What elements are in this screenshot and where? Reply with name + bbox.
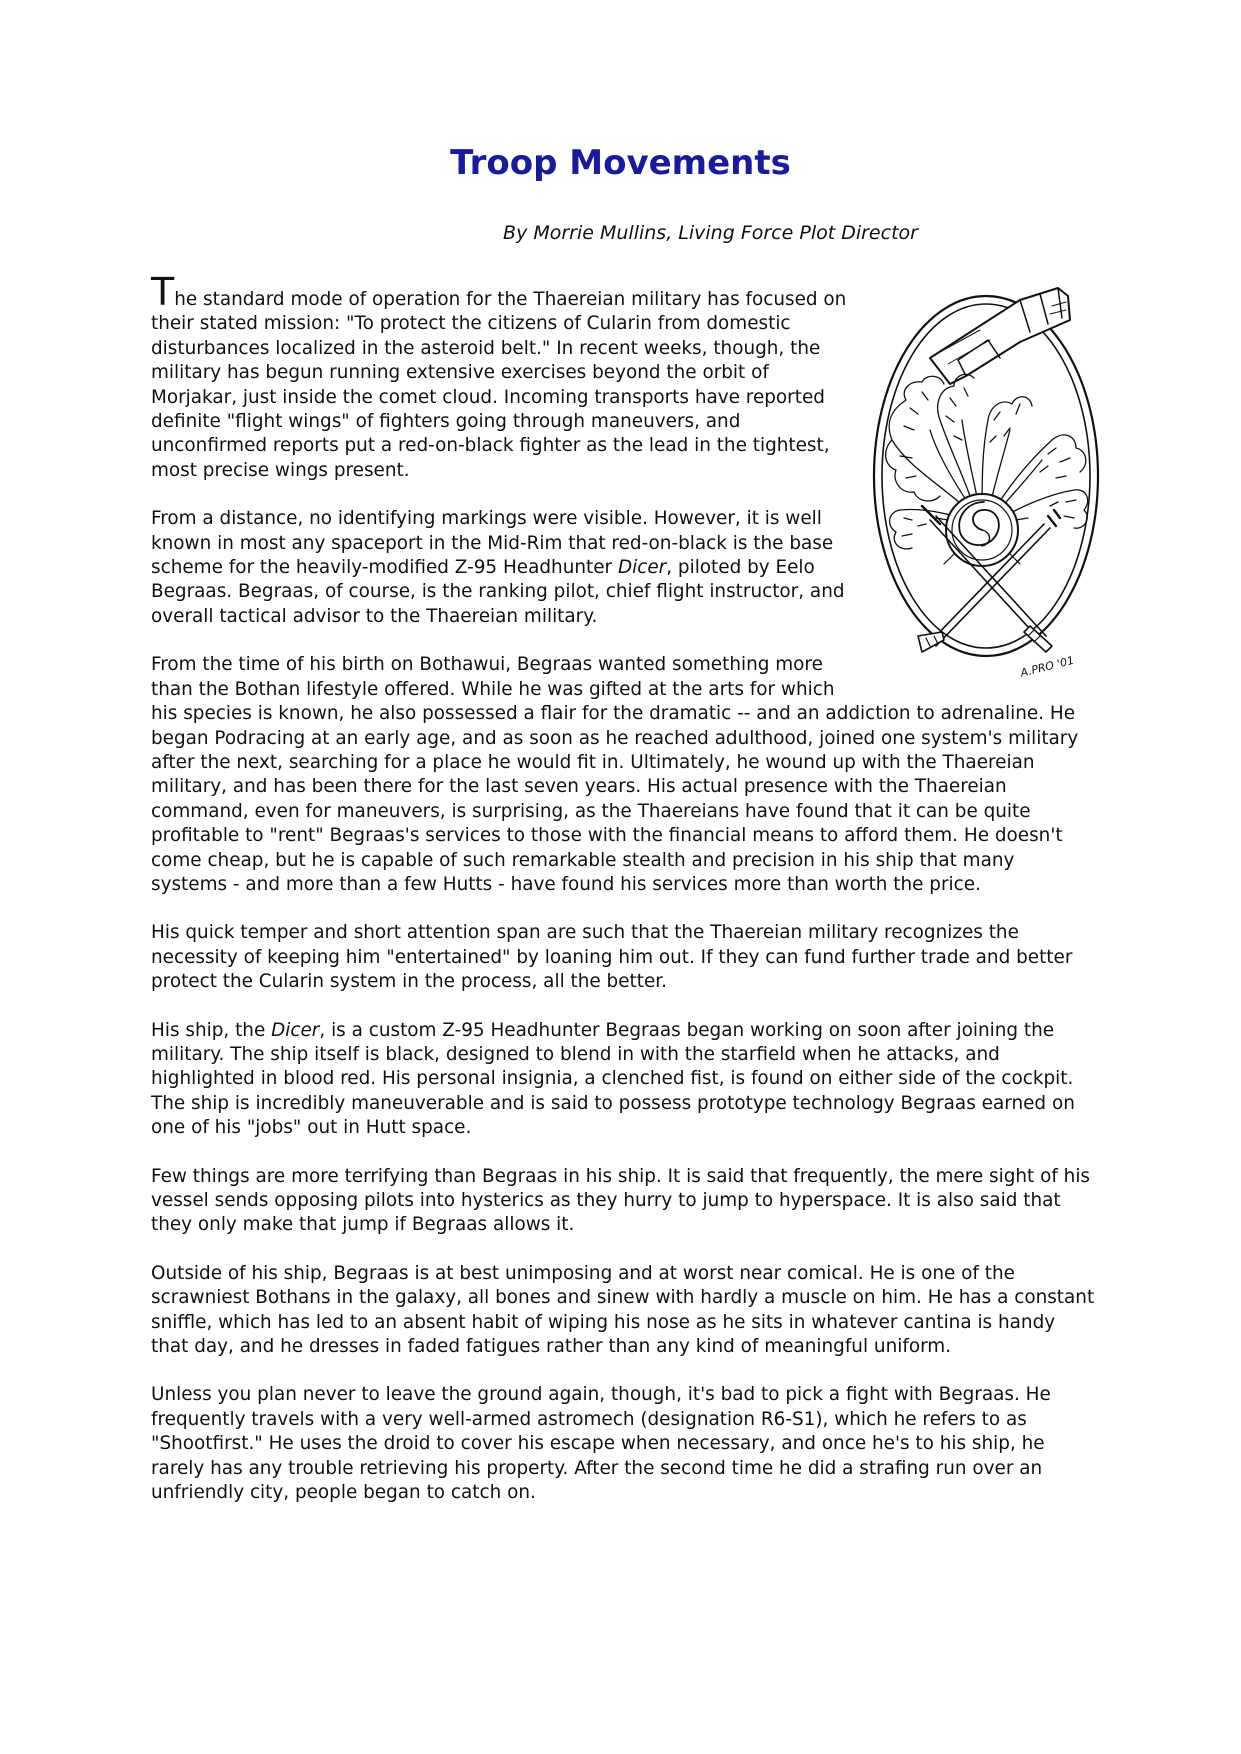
ship-name: Dicer — [617, 557, 667, 579]
svg-text:A.PRO '01: A.PRO '01 — [1019, 653, 1076, 680]
paragraph: From the time of his birth on Bothawui, Begraas wanted something more than the Bothan lifestyle offered. While he was gifted at the arts for which his species is known, he also possessed a flair for the dramatic -- and an addiction to adrenaline. He began Podracing at an early age, and as soon as he reached adulthood, joined one system's military after the next, searching for a place he would fit in. Ultimately, he wound up with the Thaereian military, and has been there for the last seven years. His actual presence with the Thaereian command, even for maneuvers, is surprising, as the Thaereians have found that it can be quite profitable to "rent" Begraas's services to those with the financial means to afford them. He doesn't come cheap, but he is capable of such remarkable stealth and precision in his ship that many systems - and more than a few Hutts - have found his services more than worth the price. — [151, 654, 1079, 895]
page-title: Troop Movements — [450, 143, 791, 183]
byline: By Morrie Mullins, Living Force Plot Director — [503, 222, 918, 244]
insignia-emblem-icon — [870, 280, 1102, 680]
paragraph: Outside of his ship, Begraas is at best unimposing and at worst near comical. He is one of the scrawniest Bothans in the galaxy, all bones and sinew with hardly a muscle on him. He has a constant sniffle, which has led to an absent habit of wiping his nose as he sits in whatever cantina is handy that day, and he dresses in faded fatigues rather than any kind of meaningful uniform. — [151, 1262, 1095, 1358]
paragraph: Few things are more terrifying than Begraas in his ship. It is said that frequently, the mere sight of his vessel sends opposing pilots into hysterics as they hurry to jump to hyperspace. It is also said that they only make that jump if Begraas allows it. — [151, 1165, 1091, 1236]
paragraph: His quick temper and short attention span are such that the Thaereian military recognizes the necessity of keeping him "entertained" by loaning him out. If they can fund further trade and better protect the Cularin system in the process, all the better. — [151, 922, 1073, 993]
article-body — [151, 270, 1096, 1529]
paragraph: From a distance, no identifying markings were visible. However, it is well known in most any spaceport in the Mid-Rim that red-on-black is the base scheme for the heavily-modified Z-95 Headhunter Dicer, piloted by Eelo Begraas. Begraas, of course, is the ranking pilot, chief flight instructor, and overall tactical advisor to the Thaereian military. — [151, 508, 845, 627]
paragraph: Unless you plan never to leave the ground again, though, it's bad to pick a fight with Begraas. He frequently travels with a very well-armed astromech (designation R6-S1), which he refers to as "Shootfirst." He uses the droid to cover his escape when necessary, and once he's to his ship, he rarely has any trouble retrieving his property. After the second time he did a strafing run over an unfriendly city, people began to catch on. — [151, 1384, 1051, 1504]
ship-name: Dicer — [271, 1019, 320, 1041]
drop-cap: T — [151, 270, 175, 314]
paragraph: His ship, the Dicer, is a custom Z-95 Headhunter Begraas began working on soon after joining the military. The ship itself is black, designed to blend in with the starfield when he attacks, and highlighted in blood red. His personal insignia, a clenched fist, is found on either side of the cockpit. The ship is incredibly maneuverable and is said to possess prototype technology Begraas earned on one of his "jobs" out in Hutt space. — [151, 1019, 1075, 1139]
paragraph-text: he standard mode of operation for the Thaereian military has focused on their stated mission: "To protect the citizens of Cularin from domestic disturbances localized in the asteroid belt." In recent weeks, though, the military has begun running extensive exercises beyond the orbit of Morjakar, just inside the comet cloud. Incoming transports have reported definite "flight wings" of fighters going through maneuvers, and unconfirmed reports put a red-on-black fighter as the lead in the tightest, most precise wings present. — [151, 289, 847, 481]
